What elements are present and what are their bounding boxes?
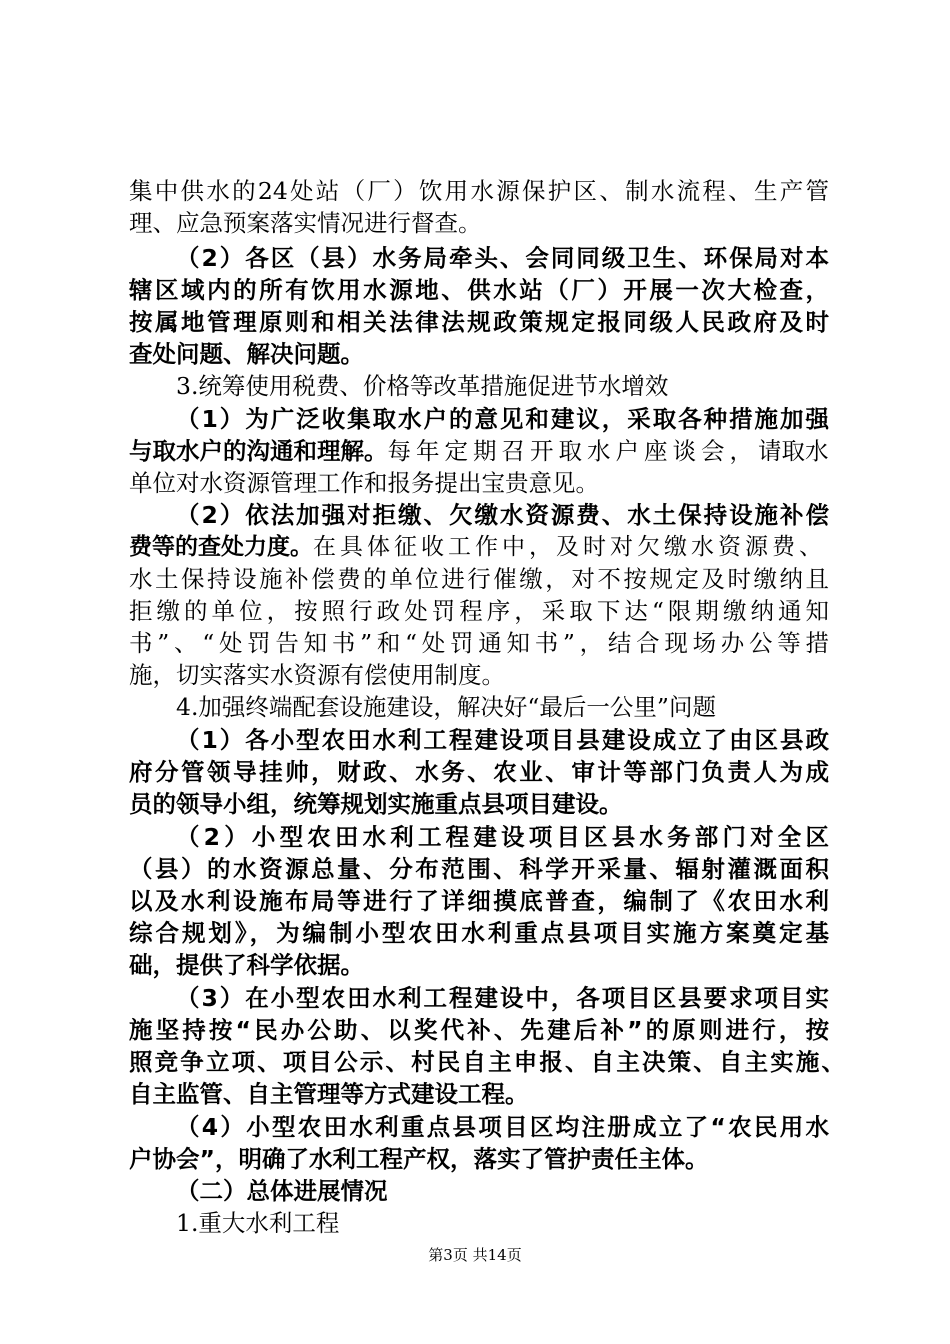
section-heading: （二）总体进展情况 xyxy=(176,1177,388,1205)
text-line: 施，切实落实水资源有偿使用制度。 xyxy=(129,661,505,689)
section-heading: 1.重大水利工程 xyxy=(176,1209,340,1237)
section-heading: 4.加强终端配套设施建设，解决好“最后一公里”问题 xyxy=(176,693,716,721)
text-span: 与取水户的沟通和理解。 xyxy=(129,437,388,465)
text-line: 拒缴的单位，按照行政处罚程序，采取下达“限期缴纳通知 xyxy=(129,597,829,625)
text-line: 以及水利设施布局等进行了详细摸底普查，编制了《农田水利 xyxy=(129,887,829,915)
text-line: （1）为广泛收集取水户的意见和建议，采取各种措施加强 xyxy=(176,405,829,433)
text-line: （1）各小型农田水利工程建设项目县建设成立了由区县政 xyxy=(176,726,829,754)
text-span: 在具体征收工作中，及时对欠缴水资源费、 xyxy=(313,534,826,560)
text-line xyxy=(129,531,829,563)
text-line: 集中供水的24处站（厂）饮用水源保护区、制水流程、生产管 xyxy=(129,177,829,205)
text-line: 单位对水资源管理工作和报务提出宝贵意见。 xyxy=(129,469,599,497)
text-line: 书”、“处罚告知书”和“处罚通知书”，结合现场办公等措 xyxy=(129,629,829,657)
text-span: 每年定期召开取水户座谈会， xyxy=(387,437,758,465)
text-line: 按属地管理原则和相关法律法规政策规定报同级人民政府及时 xyxy=(129,308,829,336)
text-line: 理、应急预案落实情况进行督查。 xyxy=(129,209,482,237)
text-line: 自主监管、自主管理等方式建设工程。 xyxy=(129,1080,529,1108)
text-line: 施坚持按“民办公助、以奖代补、先建后补”的原则进行，按 xyxy=(129,1016,829,1044)
text-line xyxy=(129,435,829,467)
text-line: （2）依法加强对拒缴、欠缴水资源费、水土保持设施补偿 xyxy=(176,501,829,529)
text-line: 础，提供了科学依据。 xyxy=(129,951,364,979)
page-footer: 第3页 共14页 xyxy=(428,1246,522,1264)
text-line: 辖区域内的所有饮用水源地、供水站（厂）开展一次大检查， xyxy=(129,276,829,304)
text-line: （2）各区（县）水务局牵头、会同同级卫生、环保局对本 xyxy=(176,244,829,272)
text-span: 请取水 xyxy=(758,437,829,465)
text-line: 员的领导小组，统筹规划实施重点县项目建设。 xyxy=(129,790,623,818)
text-line: 照竞争立项、项目公示、村民自主申报、自主决策、自主实施、 xyxy=(129,1048,845,1076)
text-line: 综合规划》，为编制小型农田水利重点县项目实施方案奠定基 xyxy=(129,919,829,947)
text-line: 查处问题、解决问题。 xyxy=(129,340,364,368)
text-line: （县）的水资源总量、分布范围、科学开采量、辐射灌溉面积 xyxy=(129,855,829,883)
text-line: （4）小型农田水利重点县项目区均注册成立了“农民用水 xyxy=(176,1113,829,1141)
text-line: 府分管领导挂帅，财政、水务、农业、审计等部门负责人为成 xyxy=(129,758,829,786)
text-span: 费等的查处力度。 xyxy=(129,534,313,560)
text-line: 水土保持设施补偿费的单位进行催缴，对不按规定及时缴纳且 xyxy=(129,565,829,593)
section-heading: 3.统筹使用税费、价格等改革措施促进节水增效 xyxy=(176,372,669,400)
text-line: （3）在小型农田水利工程建设中，各项目区县要求项目实 xyxy=(176,984,829,1012)
text-line: 户协会”，明确了水利工程产权，落实了管护责任主体。 xyxy=(129,1145,709,1173)
text-line: （2）小型农田水利工程建设项目区县水务部门对全区 xyxy=(176,823,829,851)
